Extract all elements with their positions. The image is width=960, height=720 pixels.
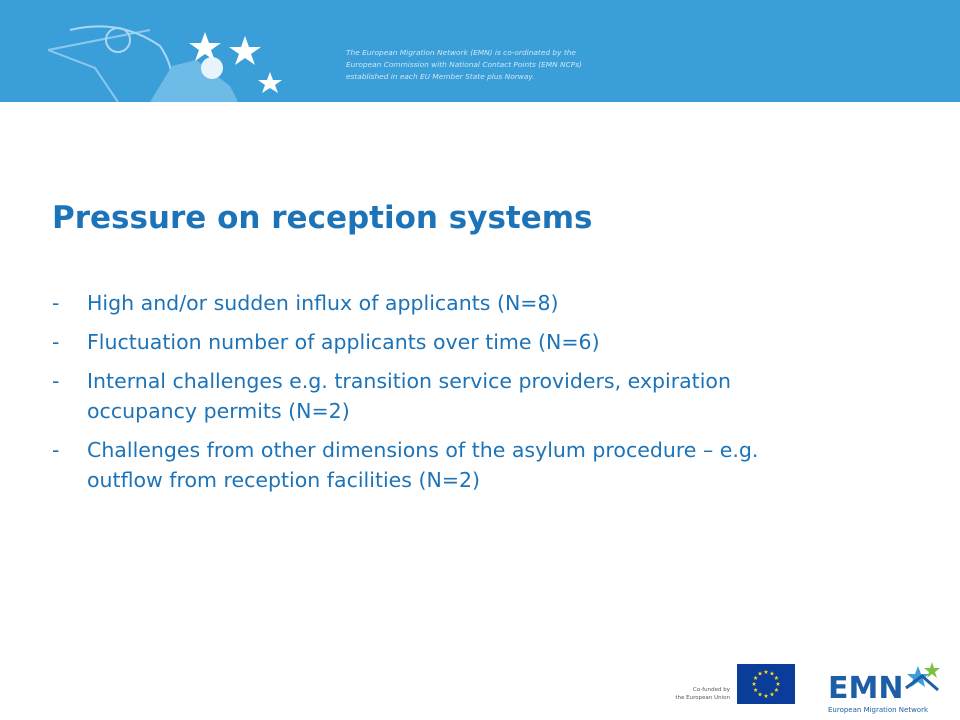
bullet-marker: - <box>52 438 60 462</box>
eu-flag-icon <box>737 664 795 704</box>
bullet-marker: - <box>52 369 60 393</box>
bullet-item <box>52 327 932 357</box>
header-note <box>346 47 646 83</box>
star-icon <box>189 32 221 61</box>
bullet-line: outflow from reception facilities (N=2) <box>87 468 481 492</box>
star-icon <box>229 36 261 65</box>
bullet-line: Fluctuation number of applicants over time (N=6) <box>87 330 600 354</box>
emn-logo <box>826 658 946 716</box>
header-note-line: European Commission with National Contact Points (EMN NCPs) <box>346 60 582 69</box>
cofunded-line: Co-funded by <box>692 687 730 693</box>
slide-title: Pressure on reception systems <box>52 200 593 236</box>
cofunded-line: the European Union <box>675 695 730 701</box>
bullet-item <box>52 288 932 318</box>
emn-people-stars-graphic <box>0 0 330 102</box>
bullet-line: High and/or sudden influx of applicants (N=8) <box>87 291 559 315</box>
emn-logo-subtitle: European Migration Network <box>828 706 929 714</box>
bullet-list <box>52 288 932 504</box>
bullet-item <box>52 435 932 495</box>
star-icon <box>258 72 282 93</box>
bullet-line: Challenges from other dimensions of the asylum procedure – e.g. <box>87 438 759 462</box>
bullet-line: Internal challenges e.g. transition service providers, expiration <box>87 369 731 393</box>
header-note-line: The European Migration Network (EMN) is co-ordinated by the <box>346 48 576 57</box>
bullet-item <box>52 366 932 426</box>
cofunded-caption <box>662 686 730 702</box>
bullet-marker: - <box>52 291 60 315</box>
bullet-line: occupancy permits (N=2) <box>87 399 350 423</box>
header-banner <box>0 0 960 102</box>
header-note-line: established in each EU Member State plus Norway. <box>346 72 535 81</box>
bullet-marker: - <box>52 330 60 354</box>
emn-logo-text: EMN <box>828 671 904 706</box>
